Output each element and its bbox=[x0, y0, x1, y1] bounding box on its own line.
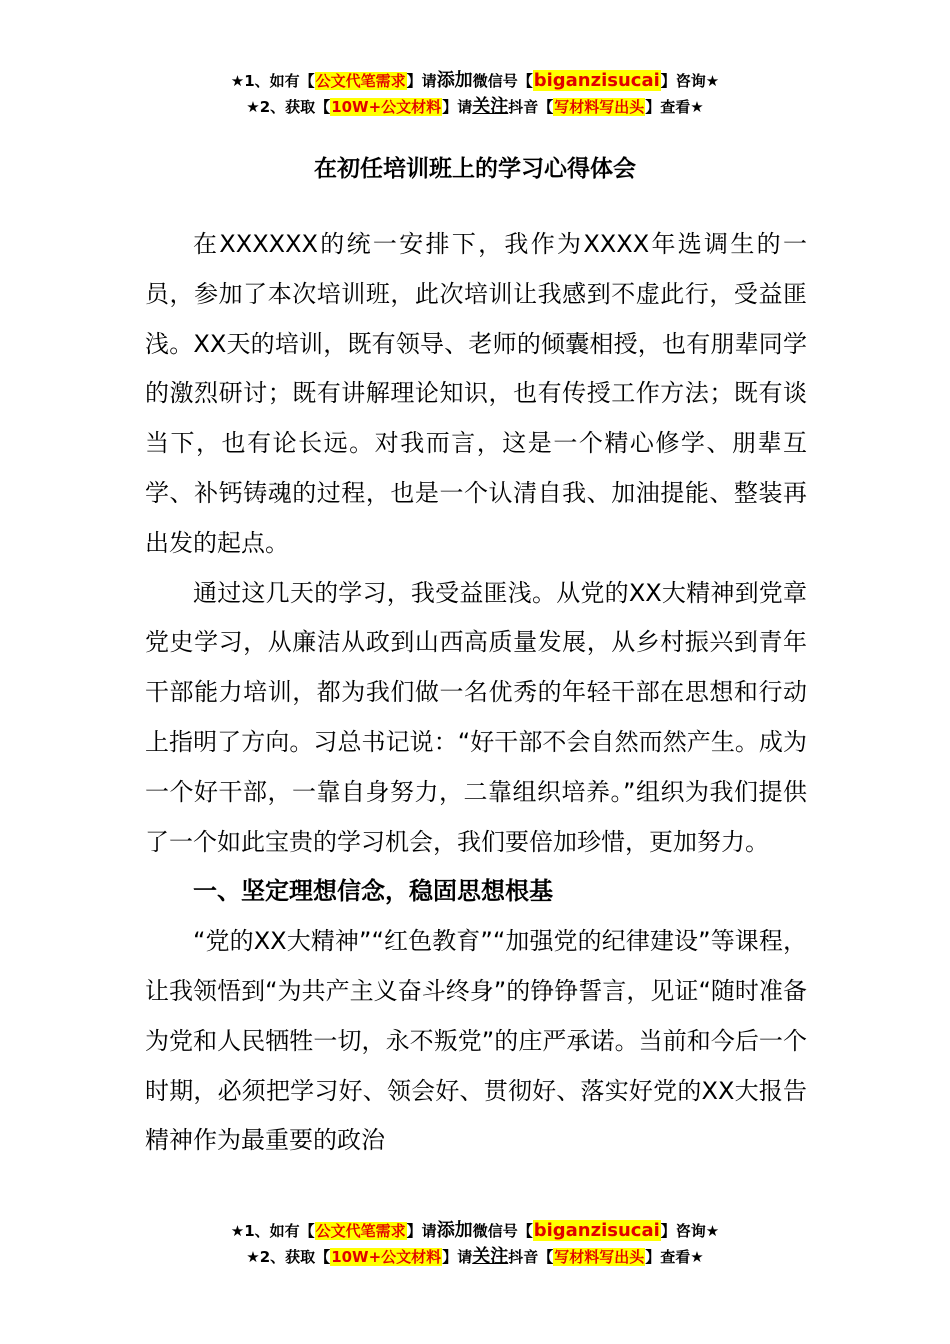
paragraph-2: 通过这几天的学习，我受益匪浅。从党的XX大精神到党章党史学习，从廉洁从政到山西高质量发展，从乡村振兴到青年干部能力培训，都为我们做一名优秀的年轻干部在思想和行动上指明了方向。习总书记说：“好干部不会自然而然产生。成为一个好干部，一靠自身努力，二靠组织培养。”组织为我们提供了一个如此宝贵的学习机会，我们要倍加珍惜，更加努力。 bbox=[145, 578, 807, 856]
banner-line-1: ★1、如有【公文代笔需求】请添加微信号【biganzisucai】咨询★ bbox=[230, 70, 720, 91]
banner-line-2: ★2、获取【10W+公文材料】请关注抖音【写材料写出头】查看★ bbox=[246, 96, 704, 117]
bottom-banner bbox=[0, 1218, 950, 1270]
document-body bbox=[145, 220, 807, 1166]
paragraph-1: 在XXXXXX的统一安排下，我作为XXXX年选调生的一员，参加了本次培训班，此次培训让我感到不虚此行，受益匪浅。XX天的培训，既有领导、老师的倾囊相授，也有朋辈同学的激烈研讨；既有讲解理论知识，也有传授工作方法；既有谈当下，也有论长远。对我而言，这是一个精心修学、朋辈互学、补钙铸魂的过程，也是一个认清自我、加油提能、整装再出发的起点。 bbox=[145, 230, 807, 557]
banner-highlight-wechat-id: biganzisucai bbox=[533, 1220, 660, 1241]
banner-highlight-wechat-id: biganzisucai bbox=[533, 70, 660, 91]
banner-line-2: ★2、获取【10W+公文材料】请关注抖音【写材料写出头】查看★ bbox=[246, 1246, 704, 1267]
section-heading-1: 一、坚定理想信念，稳固思想根基 bbox=[193, 877, 553, 906]
document-title: 在初任培训班上的学习心得体会 bbox=[314, 156, 636, 182]
banner-line-1: ★1、如有【公文代笔需求】请添加微信号【biganzisucai】咨询★ bbox=[230, 1220, 720, 1241]
paragraph-3: “党的XX大精神”“红色教育”“加强党的纪律建设”等课程，让我领悟到“为共产主义奋斗终身”的铮铮誓言，见证“随时准备为党和人民牺牲一切，永不叛党”的庄严承诺。当前和今后一个时期，必须把学习好、领会好、贯彻好、落实好党的XX大报告精神作为最重要的政治 bbox=[145, 927, 807, 1155]
banner-highlight-materials: 10W+公文材料 bbox=[331, 1248, 442, 1266]
banner-highlight-service: 公文代笔需求 bbox=[315, 72, 406, 90]
banner-highlight-service: 公文代笔需求 bbox=[315, 1222, 406, 1240]
top-banner bbox=[0, 68, 950, 120]
banner-highlight-douyin: 写材料写出头 bbox=[554, 1248, 645, 1266]
banner-highlight-materials: 10W+公文材料 bbox=[331, 98, 442, 116]
banner-highlight-douyin: 写材料写出头 bbox=[554, 98, 645, 116]
